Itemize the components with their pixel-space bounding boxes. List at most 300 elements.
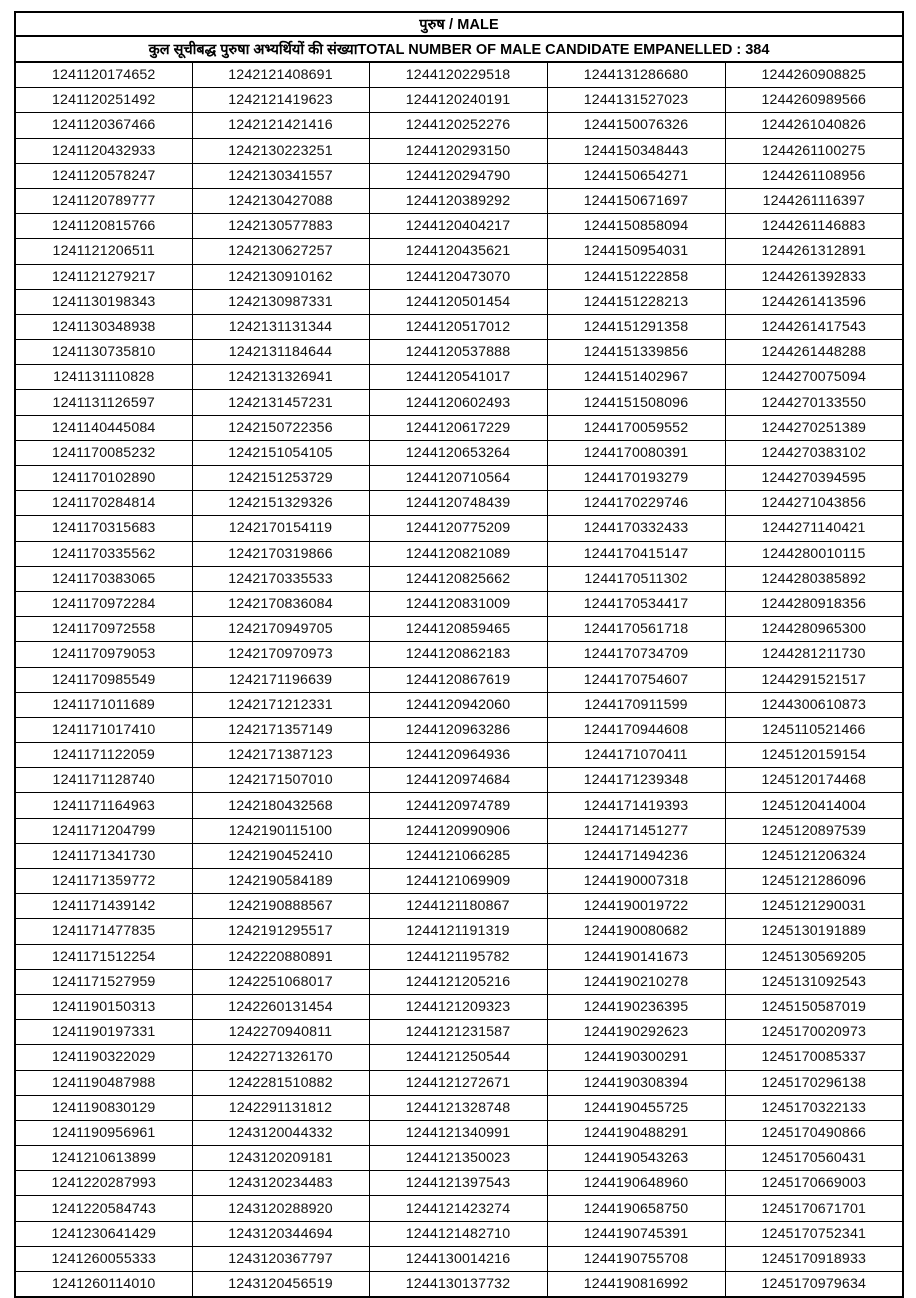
candidate-roll-number: 1244120240191 (369, 88, 547, 113)
candidate-roll-number: 1244120293150 (369, 138, 547, 163)
table-row (15, 869, 903, 894)
candidate-roll-number: 1245170560431 (725, 1146, 903, 1171)
candidate-roll-number: 1244150954031 (547, 239, 725, 264)
candidate-roll-number: 1241171017410 (15, 717, 192, 742)
candidate-roll-number: 1242170836084 (192, 591, 369, 616)
candidate-roll-number: 1241171359772 (15, 869, 192, 894)
candidate-roll-number: 1244120404217 (369, 214, 547, 239)
table-row (15, 1095, 903, 1120)
candidate-roll-number: 1244261116397 (725, 188, 903, 213)
candidate-roll-number: 1243120234483 (192, 1171, 369, 1196)
candidate-roll-number: 1241170972284 (15, 591, 192, 616)
candidate-roll-number: 1244120748439 (369, 491, 547, 516)
table-row (15, 1120, 903, 1145)
candidate-roll-number: 1241230641429 (15, 1221, 192, 1246)
candidate-roll-number: 1244120537888 (369, 340, 547, 365)
table-row (15, 944, 903, 969)
table-row (15, 894, 903, 919)
table-row (15, 793, 903, 818)
table-row (15, 743, 903, 768)
candidate-roll-number: 1242220880891 (192, 944, 369, 969)
candidate-roll-number: 1244121250544 (369, 1045, 547, 1070)
candidate-roll-number: 1242251068017 (192, 969, 369, 994)
table-row (15, 466, 903, 491)
subtitle-hindi-text: कुल सूचीबद्ध पुरुषा अभ्यर्थियों की संख्या (148, 42, 358, 58)
candidate-roll-number: 1241120789777 (15, 188, 192, 213)
candidate-roll-number: 1241220584743 (15, 1196, 192, 1221)
subtitle-row (15, 36, 903, 62)
candidate-roll-number: 1241190830129 (15, 1095, 192, 1120)
candidate-roll-number: 1244120389292 (369, 188, 547, 213)
candidate-roll-number: 1241170284814 (15, 491, 192, 516)
candidate-roll-number: 1241170985549 (15, 667, 192, 692)
candidate-roll-number: 1244120942060 (369, 692, 547, 717)
candidate-roll-number: 1241171512254 (15, 944, 192, 969)
candidate-roll-number: 1244300610873 (725, 692, 903, 717)
candidate-roll-number: 1244170080391 (547, 440, 725, 465)
candidate-roll-number: 1242151253729 (192, 466, 369, 491)
candidate-roll-number: 1244120862183 (369, 642, 547, 667)
candidate-roll-number: 1244151222858 (547, 264, 725, 289)
candidate-roll-number: 1244120473070 (369, 264, 547, 289)
candidate-roll-number: 1245120414004 (725, 793, 903, 818)
candidate-roll-number: 1241170979053 (15, 642, 192, 667)
candidate-roll-number: 1242171387123 (192, 743, 369, 768)
candidate-roll-number: 1244280965300 (725, 617, 903, 642)
candidate-roll-number: 1244121350023 (369, 1146, 547, 1171)
candidate-roll-number: 1244120541017 (369, 365, 547, 390)
candidate-roll-number: 1244280010115 (725, 541, 903, 566)
candidate-roll-number: 1244151402967 (547, 365, 725, 390)
table-row (15, 1146, 903, 1171)
candidate-roll-number: 1244171239348 (547, 768, 725, 793)
table-row (15, 667, 903, 692)
candidate-roll-number: 1244131286680 (547, 62, 725, 88)
candidate-roll-number: 1244261100275 (725, 138, 903, 163)
candidate-roll-number: 1245170490866 (725, 1120, 903, 1145)
candidate-roll-number: 1244120252276 (369, 113, 547, 138)
candidate-roll-number: 1244121231587 (369, 1020, 547, 1045)
candidate-roll-number: 1242151054105 (192, 440, 369, 465)
candidate-roll-number: 1241190487988 (15, 1070, 192, 1095)
candidate-roll-number: 1244170754607 (547, 667, 725, 692)
empanelled-candidates-table (14, 11, 904, 1298)
table-row (15, 566, 903, 591)
table-row (15, 692, 903, 717)
table-row (15, 591, 903, 616)
candidate-roll-number: 1242260131454 (192, 994, 369, 1019)
candidate-roll-number: 1241170335562 (15, 541, 192, 566)
candidate-roll-number: 1242171507010 (192, 768, 369, 793)
candidate-roll-number: 1242131457231 (192, 390, 369, 415)
candidate-roll-number: 1244120825662 (369, 566, 547, 591)
table-row (15, 390, 903, 415)
candidate-roll-number: 1245131092543 (725, 969, 903, 994)
candidate-roll-number: 1243120209181 (192, 1146, 369, 1171)
table-row (15, 919, 903, 944)
candidate-roll-number: 1244120229518 (369, 62, 547, 88)
candidate-roll-number: 1245170296138 (725, 1070, 903, 1095)
candidate-roll-number: 1244190648960 (547, 1171, 725, 1196)
candidate-roll-number: 1244170193279 (547, 466, 725, 491)
candidate-roll-number: 1244170511302 (547, 566, 725, 591)
candidate-roll-number: 1245120174468 (725, 768, 903, 793)
candidate-roll-number: 1244170059552 (547, 415, 725, 440)
candidate-roll-number: 1244120963286 (369, 717, 547, 742)
table-row (15, 264, 903, 289)
candidate-roll-number: 1242130427088 (192, 188, 369, 213)
candidate-roll-number: 1244120974684 (369, 768, 547, 793)
candidate-roll-number: 1244121066285 (369, 843, 547, 868)
candidate-roll-number: 1242131131344 (192, 314, 369, 339)
table-row (15, 239, 903, 264)
candidate-roll-number: 1244261312891 (725, 239, 903, 264)
candidate-roll-number: 1244171419393 (547, 793, 725, 818)
candidate-roll-number: 1241171439142 (15, 894, 192, 919)
candidate-roll-number: 1241171164963 (15, 793, 192, 818)
candidate-roll-number: 1244150348443 (547, 138, 725, 163)
candidate-roll-number: 1243120456519 (192, 1272, 369, 1298)
candidate-roll-number: 1244120859465 (369, 617, 547, 642)
candidate-roll-number: 1244190210278 (547, 969, 725, 994)
candidate-roll-number: 1242191295517 (192, 919, 369, 944)
table-row (15, 340, 903, 365)
candidate-roll-number: 1241120251492 (15, 88, 192, 113)
candidate-roll-number: 1241140445084 (15, 415, 192, 440)
candidate-roll-number: 1241170383065 (15, 566, 192, 591)
candidate-roll-number: 1241121279217 (15, 264, 192, 289)
subtitle-wrapper (149, 39, 770, 59)
candidate-roll-number: 1244150654271 (547, 163, 725, 188)
table-row (15, 541, 903, 566)
candidate-roll-number: 1241131110828 (15, 365, 192, 390)
candidate-roll-number: 1244121328748 (369, 1095, 547, 1120)
candidate-roll-number: 1244261417543 (725, 314, 903, 339)
candidate-roll-number: 1245170918933 (725, 1246, 903, 1271)
candidate-roll-number: 1244170229746 (547, 491, 725, 516)
candidate-roll-number: 1244150076326 (547, 113, 725, 138)
candidate-roll-number: 1244121272671 (369, 1070, 547, 1095)
candidate-roll-number: 1241260055333 (15, 1246, 192, 1271)
table-row (15, 768, 903, 793)
candidate-roll-number: 1244150858094 (547, 214, 725, 239)
candidate-roll-number: 1244151508096 (547, 390, 725, 415)
candidate-roll-number: 1245150587019 (725, 994, 903, 1019)
candidate-roll-number: 1241171122059 (15, 743, 192, 768)
candidate-roll-number: 1244190019722 (547, 894, 725, 919)
candidate-roll-number: 1245121206324 (725, 843, 903, 868)
candidate-roll-number: 1241190322029 (15, 1045, 192, 1070)
candidate-roll-number: 1241130198343 (15, 289, 192, 314)
candidate-roll-number: 1244271140421 (725, 516, 903, 541)
candidate-roll-number: 1241190956961 (15, 1120, 192, 1145)
candidate-roll-number: 1241190197331 (15, 1020, 192, 1045)
candidate-roll-number: 1242170949705 (192, 617, 369, 642)
table-row (15, 440, 903, 465)
candidate-roll-number: 1242291131812 (192, 1095, 369, 1120)
candidate-roll-number: 1244170734709 (547, 642, 725, 667)
candidate-roll-number: 1243120367797 (192, 1246, 369, 1271)
candidate-roll-number: 1244151228213 (547, 289, 725, 314)
candidate-roll-number: 1244260989566 (725, 88, 903, 113)
candidate-roll-number: 1244170534417 (547, 591, 725, 616)
candidate-roll-number: 1242190452410 (192, 843, 369, 868)
table-row (15, 717, 903, 742)
table-row (15, 88, 903, 113)
candidate-roll-number: 1244261448288 (725, 340, 903, 365)
table-row (15, 113, 903, 138)
candidate-roll-number: 1244120964936 (369, 743, 547, 768)
table-body (15, 12, 903, 1297)
candidate-roll-number: 1244280918356 (725, 591, 903, 616)
candidate-roll-number: 1245110521466 (725, 717, 903, 742)
candidate-roll-number: 1244120867619 (369, 667, 547, 692)
table-row (15, 138, 903, 163)
candidate-roll-number: 1241171341730 (15, 843, 192, 868)
candidate-roll-number: 1244190658750 (547, 1196, 725, 1221)
candidate-roll-number: 1244261040826 (725, 113, 903, 138)
table-row (15, 843, 903, 868)
table-row (15, 1221, 903, 1246)
candidate-roll-number: 1241220287993 (15, 1171, 192, 1196)
candidate-roll-number: 1242170154119 (192, 516, 369, 541)
candidate-roll-number: 1242281510882 (192, 1070, 369, 1095)
table-row (15, 1070, 903, 1095)
candidate-roll-number: 1245130569205 (725, 944, 903, 969)
table-row (15, 516, 903, 541)
total-count-heading (15, 36, 903, 62)
candidate-roll-number: 1244130137732 (369, 1272, 547, 1298)
candidate-roll-number: 1244171494236 (547, 843, 725, 868)
candidate-roll-number: 1242190584189 (192, 869, 369, 894)
table-row (15, 994, 903, 1019)
candidate-roll-number: 1243120344694 (192, 1221, 369, 1246)
table-row (15, 491, 903, 516)
candidate-roll-number: 1244120653264 (369, 440, 547, 465)
candidate-roll-number: 1242121408691 (192, 62, 369, 88)
candidate-roll-number: 1241120815766 (15, 214, 192, 239)
candidate-roll-number: 1244150671697 (547, 188, 725, 213)
candidate-roll-number: 1242130987331 (192, 289, 369, 314)
candidate-roll-number: 1242171196639 (192, 667, 369, 692)
candidate-roll-number: 1244190080682 (547, 919, 725, 944)
candidate-roll-number: 1241120578247 (15, 163, 192, 188)
candidate-roll-number: 1244190141673 (547, 944, 725, 969)
candidate-roll-number: 1244130014216 (369, 1246, 547, 1271)
candidate-roll-number: 1244260908825 (725, 62, 903, 88)
candidate-roll-number: 1244120831009 (369, 591, 547, 616)
candidate-roll-number: 1244190543263 (547, 1146, 725, 1171)
candidate-roll-number: 1241170085232 (15, 440, 192, 465)
table-row (15, 1171, 903, 1196)
candidate-roll-number: 1244190292623 (547, 1020, 725, 1045)
candidate-roll-number: 1241130348938 (15, 314, 192, 339)
candidate-roll-number: 1243120044332 (192, 1120, 369, 1145)
candidate-roll-number: 1241171128740 (15, 768, 192, 793)
title-row (15, 12, 903, 36)
candidate-roll-number: 1242130627257 (192, 239, 369, 264)
candidate-roll-number: 1244121340991 (369, 1120, 547, 1145)
page-title: पुरुष / MALE (15, 12, 903, 36)
candidate-roll-number: 1244271043856 (725, 491, 903, 516)
candidate-roll-number: 1244261392833 (725, 264, 903, 289)
table-row (15, 1196, 903, 1221)
candidate-roll-number: 1245170752341 (725, 1221, 903, 1246)
candidate-roll-number: 1244280385892 (725, 566, 903, 591)
candidate-roll-number: 1241170972558 (15, 617, 192, 642)
candidate-roll-number: 1242151329326 (192, 491, 369, 516)
table-row (15, 969, 903, 994)
candidate-roll-number: 1242170970973 (192, 642, 369, 667)
candidate-roll-number: 1245130191889 (725, 919, 903, 944)
candidate-roll-number: 1244171451277 (547, 818, 725, 843)
candidate-roll-number: 1244170911599 (547, 692, 725, 717)
table-row (15, 214, 903, 239)
candidate-roll-number: 1244120617229 (369, 415, 547, 440)
candidate-roll-number: 1242130341557 (192, 163, 369, 188)
candidate-roll-number: 1241210613899 (15, 1146, 192, 1171)
candidate-roll-number: 1244120775209 (369, 516, 547, 541)
candidate-roll-number: 1244281211730 (725, 642, 903, 667)
candidate-roll-number: 1244261108956 (725, 163, 903, 188)
candidate-roll-number: 1241171204799 (15, 818, 192, 843)
candidate-roll-number: 1244151291358 (547, 314, 725, 339)
candidate-roll-number: 1241171477835 (15, 919, 192, 944)
candidate-roll-number: 1244121482710 (369, 1221, 547, 1246)
candidate-roll-number: 1244121180867 (369, 894, 547, 919)
table-row (15, 1045, 903, 1070)
table-row (15, 818, 903, 843)
candidate-roll-number: 1244170332433 (547, 516, 725, 541)
candidate-roll-number: 1242271326170 (192, 1045, 369, 1070)
candidate-roll-number: 1245121286096 (725, 869, 903, 894)
candidate-roll-number: 1241170315683 (15, 516, 192, 541)
candidate-roll-number: 1244190455725 (547, 1095, 725, 1120)
candidate-roll-number: 1244120990906 (369, 818, 547, 843)
candidate-roll-number: 1244261413596 (725, 289, 903, 314)
candidate-roll-number: 1244120821089 (369, 541, 547, 566)
candidate-roll-number: 1242131184644 (192, 340, 369, 365)
candidate-roll-number: 1244121069909 (369, 869, 547, 894)
candidate-roll-number: 1245121290031 (725, 894, 903, 919)
candidate-roll-number: 1241171527959 (15, 969, 192, 994)
candidate-roll-number: 1244121209323 (369, 994, 547, 1019)
candidate-roll-number: 1245170979634 (725, 1272, 903, 1298)
candidate-roll-number: 1242190888567 (192, 894, 369, 919)
candidate-roll-number: 1244121397543 (369, 1171, 547, 1196)
candidate-roll-number: 1245170322133 (725, 1095, 903, 1120)
candidate-roll-number: 1242121419623 (192, 88, 369, 113)
candidate-roll-number: 1242171357149 (192, 717, 369, 742)
candidate-roll-number: 1244270133550 (725, 390, 903, 415)
candidate-roll-number: 1244120974789 (369, 793, 547, 818)
candidate-roll-number: 1242121421416 (192, 113, 369, 138)
candidate-roll-number: 1245170085337 (725, 1045, 903, 1070)
candidate-roll-number: 1244121195782 (369, 944, 547, 969)
table-row (15, 163, 903, 188)
subtitle-english-text: TOTAL NUMBER OF MALE CANDIDATE EMPANELLED : 384 (357, 42, 770, 58)
candidate-roll-number: 1244170415147 (547, 541, 725, 566)
candidate-roll-number: 1242130577883 (192, 214, 369, 239)
table-row (15, 415, 903, 440)
candidate-roll-number: 1241170102890 (15, 466, 192, 491)
candidate-roll-number: 1241120174652 (15, 62, 192, 88)
table-row (15, 1020, 903, 1045)
candidate-roll-number: 1241190150313 (15, 994, 192, 1019)
candidate-roll-number: 1243120288920 (192, 1196, 369, 1221)
candidate-roll-number: 1241120432933 (15, 138, 192, 163)
candidate-roll-number: 1244190308394 (547, 1070, 725, 1095)
table-row (15, 62, 903, 88)
candidate-roll-number: 1244270251389 (725, 415, 903, 440)
candidate-roll-number: 1244190755708 (547, 1246, 725, 1271)
candidate-roll-number: 1244171070411 (547, 743, 725, 768)
candidate-roll-number: 1244190745391 (547, 1221, 725, 1246)
candidate-roll-number: 1241130735810 (15, 340, 192, 365)
candidate-roll-number: 1242190115100 (192, 818, 369, 843)
candidate-roll-number: 1245170020973 (725, 1020, 903, 1045)
candidate-roll-number: 1244270394595 (725, 466, 903, 491)
candidate-roll-number: 1241131126597 (15, 390, 192, 415)
candidate-roll-number: 1244120435621 (369, 239, 547, 264)
table-row (15, 289, 903, 314)
candidate-roll-number: 1242150722356 (192, 415, 369, 440)
candidate-roll-number: 1244270075094 (725, 365, 903, 390)
candidate-roll-number: 1242130910162 (192, 264, 369, 289)
candidate-roll-number: 1244120602493 (369, 390, 547, 415)
table-row (15, 314, 903, 339)
candidate-roll-number: 1244190236395 (547, 994, 725, 1019)
candidate-roll-number: 1244151339856 (547, 340, 725, 365)
candidate-roll-number: 1244120294790 (369, 163, 547, 188)
candidate-roll-number: 1244170944608 (547, 717, 725, 742)
candidate-roll-number: 1242171212331 (192, 692, 369, 717)
candidate-roll-number: 1244121423274 (369, 1196, 547, 1221)
table-row (15, 188, 903, 213)
candidate-roll-number: 1242180432568 (192, 793, 369, 818)
candidate-roll-number: 1244190300291 (547, 1045, 725, 1070)
candidate-roll-number: 1241121206511 (15, 239, 192, 264)
candidate-roll-number: 1242130223251 (192, 138, 369, 163)
candidate-roll-number: 1245170671701 (725, 1196, 903, 1221)
candidate-roll-number: 1244121205216 (369, 969, 547, 994)
candidate-roll-number: 1244261146883 (725, 214, 903, 239)
candidate-roll-number: 1244120517012 (369, 314, 547, 339)
table-row (15, 617, 903, 642)
table-row (15, 365, 903, 390)
candidate-roll-number: 1245120159154 (725, 743, 903, 768)
candidate-roll-number: 1244120501454 (369, 289, 547, 314)
candidate-roll-number: 1244270383102 (725, 440, 903, 465)
table-row (15, 642, 903, 667)
candidate-roll-number: 1244190007318 (547, 869, 725, 894)
table-row (15, 1246, 903, 1271)
candidate-roll-number: 1241120367466 (15, 113, 192, 138)
candidate-roll-number: 1242170335533 (192, 566, 369, 591)
candidate-roll-number: 1241260114010 (15, 1272, 192, 1298)
candidate-roll-number: 1244190488291 (547, 1120, 725, 1145)
candidate-roll-number: 1244170561718 (547, 617, 725, 642)
candidate-roll-number: 1242170319866 (192, 541, 369, 566)
candidate-roll-number: 1244190816992 (547, 1272, 725, 1298)
candidate-roll-number: 1244131527023 (547, 88, 725, 113)
table-row (15, 1272, 903, 1298)
candidate-roll-number: 1242270940811 (192, 1020, 369, 1045)
candidate-roll-number: 1241171011689 (15, 692, 192, 717)
candidate-roll-number: 1245120897539 (725, 818, 903, 843)
candidate-roll-number: 1242131326941 (192, 365, 369, 390)
candidate-roll-number: 1245170669003 (725, 1171, 903, 1196)
